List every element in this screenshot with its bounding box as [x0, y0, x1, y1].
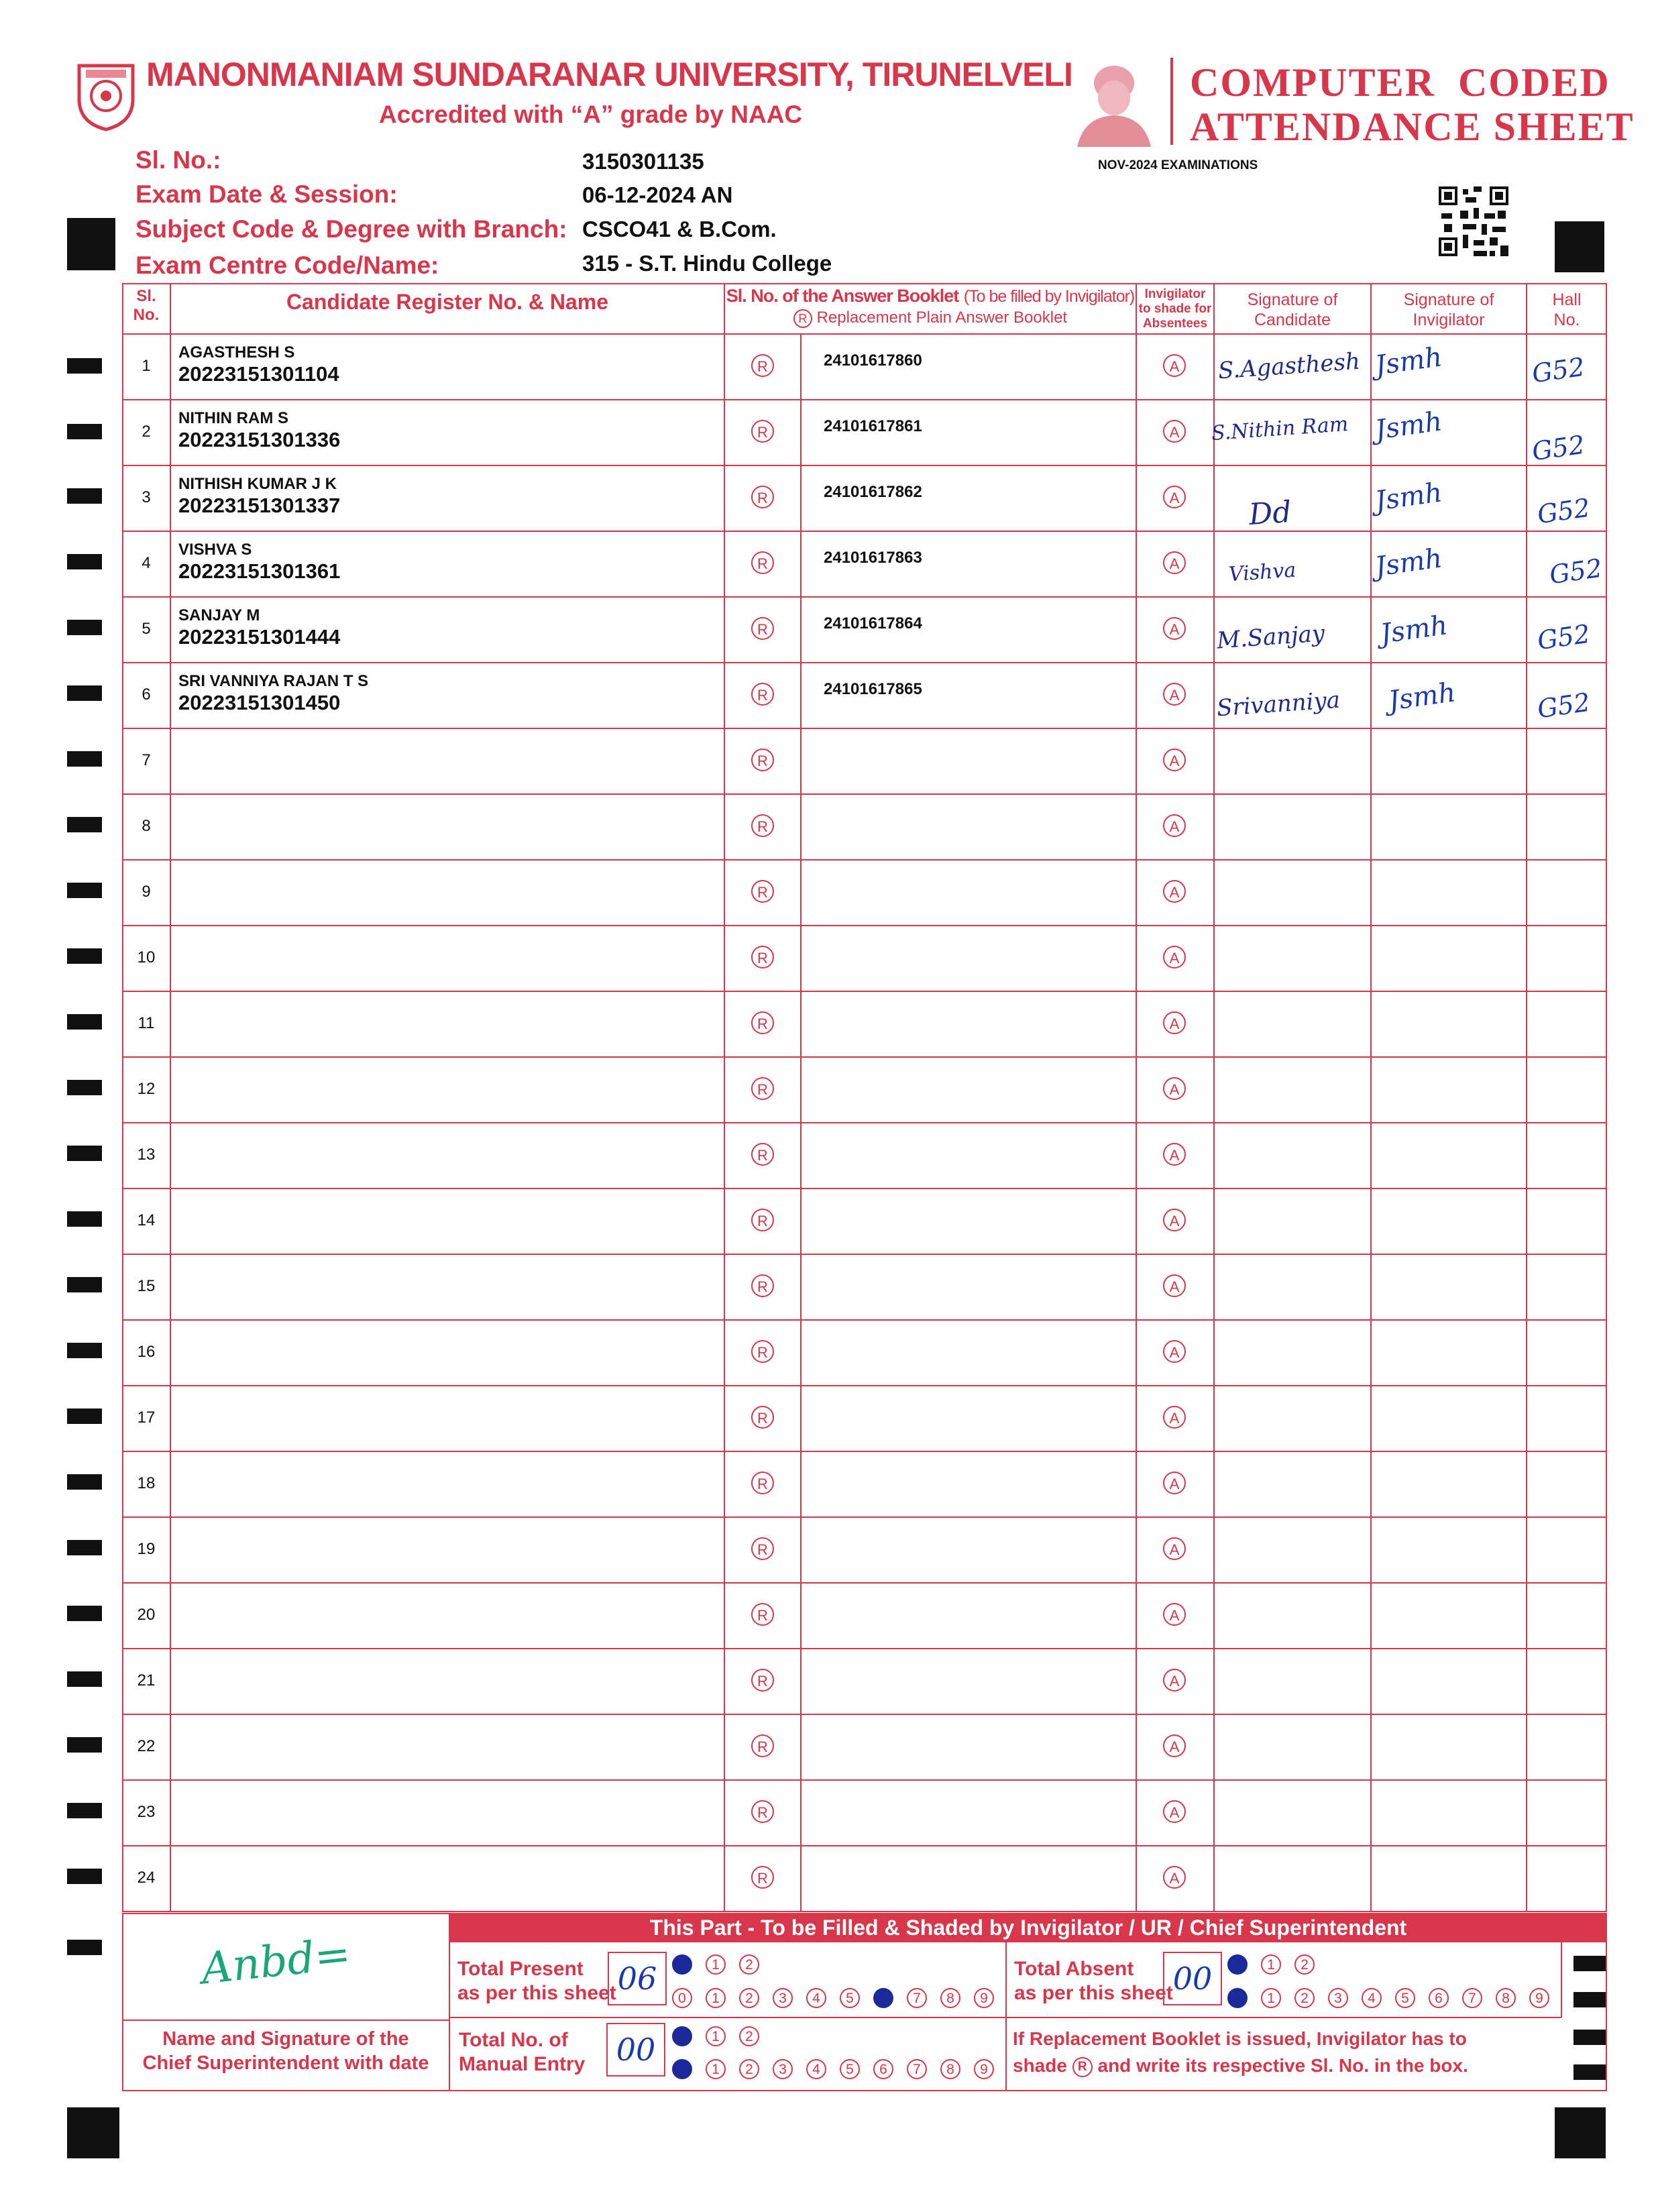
header-invigilator-shade: [1136, 287, 1214, 331]
replacement-bubble[interactable]: R: [751, 617, 774, 640]
absent-units-bubble[interactable]: 3: [1328, 1988, 1348, 2008]
replacement-note-shade: shade: [1013, 2055, 1067, 2076]
row-sl-no: 4: [142, 554, 151, 572]
absent-units-bubble[interactable]: 8: [1496, 1988, 1516, 2008]
row-sl-no: 7: [142, 751, 151, 769]
hall-number-handwritten: G52: [1530, 351, 1587, 389]
header-inv-line1: Invigilator: [1144, 287, 1206, 301]
replacement-note-line2: [1013, 2052, 1468, 2079]
footer-instruction-band: This Part - To be Filled & Shaded by Invigilator / UR / Chief Superintendent: [449, 1913, 1607, 1942]
header-candidate: Candidate Register No. & Name: [286, 290, 609, 314]
absentee-bubble[interactable]: A: [1163, 1274, 1186, 1297]
exam-date-label: Exam Date & Session:: [135, 180, 398, 208]
sheet-title-line2: ATTENDANCE SHEET: [1190, 105, 1635, 149]
timing-mark: [67, 1277, 102, 1292]
header-sig-inv-line1: Signature of: [1403, 290, 1494, 309]
invigilator-signature: Jsmh: [1373, 341, 1444, 382]
absentee-bubble[interactable]: A: [1163, 1603, 1186, 1626]
timing-mark: [67, 1014, 102, 1030]
invigilator-signature: Jsmh: [1386, 677, 1457, 717]
absentee-bubble[interactable]: A: [1163, 1077, 1186, 1100]
timing-mark: [67, 620, 102, 635]
sheet-title: [1190, 60, 1635, 149]
absentee-bubble[interactable]: A: [1163, 1669, 1186, 1692]
row-sl-no: 5: [142, 620, 151, 638]
absentee-bubble[interactable]: A: [1163, 1406, 1186, 1429]
candidate-name: VISHVA S: [178, 541, 252, 559]
row-sl-no: 3: [142, 488, 151, 506]
absent-units-bubble[interactable]: 6: [1429, 1988, 1449, 2008]
absentee-bubble[interactable]: A: [1163, 1472, 1186, 1494]
absent-units-bubble[interactable]: 9: [1529, 1988, 1549, 2008]
absent-units-bubble[interactable]: 5: [1395, 1988, 1415, 2008]
timing-mark: [67, 1737, 102, 1753]
row-sl-no: 18: [137, 1474, 156, 1492]
row-sl-no: 6: [142, 685, 151, 704]
manual-line1: Total No. of: [459, 2029, 568, 2051]
row-sl-no: 14: [137, 1211, 156, 1229]
row-sl-no: 22: [137, 1737, 156, 1755]
exam-centre-label: Exam Centre Code/Name:: [135, 252, 439, 279]
hall-number-handwritten: G52: [1535, 618, 1592, 656]
header-hall-line1: Hall: [1552, 290, 1582, 309]
header-booklet-main: Sl. No. of the Answer Booklet: [726, 286, 959, 306]
registration-mark: [1555, 2107, 1606, 2158]
chief-superintendent-label: [123, 2027, 448, 2075]
timing-mark: [67, 1474, 102, 1490]
manual-tens-bubble[interactable]: 1: [706, 2026, 726, 2046]
total-present-box[interactable]: 06: [608, 1952, 667, 2005]
present-units-bubble[interactable]: 0: [672, 1988, 692, 2008]
answer-booklet-no: 24101617860: [824, 351, 922, 370]
absentee-bubble[interactable]: A: [1163, 814, 1186, 837]
row-sl-no: 17: [137, 1408, 156, 1427]
absentee-bubble[interactable]: A: [1163, 749, 1186, 771]
absentee-bubble[interactable]: A: [1163, 1866, 1186, 1889]
replacement-bubble[interactable]: R: [751, 1866, 774, 1889]
total-absent-line2: as per this sheet: [1014, 1982, 1173, 2004]
absentee-bubble[interactable]: A: [1163, 354, 1186, 377]
candidate-name: AGASTHESH S: [178, 343, 295, 362]
row-sl-no: 8: [142, 817, 151, 835]
timing-mark: [67, 1671, 102, 1687]
manual-units-bubble[interactable]: 8: [940, 2059, 960, 2079]
present-units-bubble[interactable]: 4: [806, 1988, 826, 2008]
replacement-bubble[interactable]: R: [751, 1274, 774, 1297]
replacement-bubble[interactable]: R: [751, 1734, 774, 1757]
invigilator-signature: Jsmh: [1373, 406, 1444, 446]
replacement-bubble[interactable]: R: [751, 1669, 774, 1692]
present-tens-bubble[interactable]: 1: [706, 1954, 726, 1975]
replacement-bubble[interactable]: R: [751, 551, 774, 574]
timing-mark: [67, 1540, 102, 1555]
header-sl-line2: No.: [133, 306, 160, 324]
candidate-signature: Vishva: [1227, 558, 1297, 587]
absent-tens-bubble[interactable]: 2: [1294, 1954, 1315, 1975]
sheet-title-line1: COMPUTER CODED: [1190, 60, 1610, 105]
row-sl-no: 9: [142, 883, 151, 901]
absent-units-bubble[interactable]: 7: [1462, 1988, 1482, 2008]
replacement-note-rest: and write its respective Sl. No. in the box.: [1097, 2055, 1468, 2076]
manual-line2: Manual Entry: [459, 2053, 586, 2075]
present-units-bubble[interactable]: 2: [739, 1988, 759, 2008]
manual-units-bubble[interactable]: 7: [907, 2059, 927, 2079]
timing-mark: [67, 1080, 102, 1095]
answer-booklet-no: 24101617864: [824, 614, 922, 632]
present-units-bubble[interactable]: 7: [907, 1988, 927, 2008]
total-absent-label: [1014, 1957, 1173, 2005]
row-sl-no: 11: [137, 1014, 155, 1032]
replacement-bubble[interactable]: R: [751, 683, 774, 706]
header-sl-no: [122, 287, 170, 325]
university-name: MANONMANIAM SUNDARANAR UNIVERSITY, TIRUNELVELI: [146, 56, 1072, 93]
row-sl-no: 2: [142, 423, 151, 441]
absentee-bubble[interactable]: A: [1163, 880, 1186, 903]
row-sl-no: 10: [137, 948, 156, 966]
absentee-bubble[interactable]: A: [1163, 617, 1186, 640]
header-sig-cand-line2: Candidate: [1254, 311, 1331, 329]
manual-entry-label: [459, 2028, 585, 2077]
row-sl-no: 20: [137, 1606, 156, 1624]
absentee-bubble[interactable]: A: [1163, 683, 1186, 706]
replacement-note: [1013, 2026, 1468, 2079]
invigilator-signature: Jsmh: [1373, 543, 1444, 583]
exam-tag: NOV-2024 EXAMINATIONS: [1098, 158, 1258, 172]
timing-mark: [67, 1803, 102, 1818]
exam-date-value: 06-12-2024 AN: [582, 182, 733, 207]
timing-mark: [67, 1211, 102, 1227]
cs-label-line1: Name and Signature of the: [162, 2028, 409, 2050]
replacement-bubble[interactable]: R: [751, 1209, 774, 1231]
replacement-bubble[interactable]: R: [751, 1472, 774, 1494]
timing-mark: [67, 817, 102, 832]
row-sl-no: 24: [137, 1869, 156, 1887]
replacement-bubble[interactable]: R: [751, 420, 774, 443]
row-sl-no: 1: [142, 357, 151, 375]
timing-mark: [67, 1343, 102, 1358]
absent-units-bubble[interactable]: 2: [1294, 1988, 1315, 2008]
header-inv-line2: to shade for: [1138, 302, 1212, 316]
present-units-bubble[interactable]: 9: [974, 1988, 994, 2008]
absentee-bubble[interactable]: A: [1163, 1209, 1186, 1231]
manual-units-bubble[interactable]: 4: [806, 2059, 826, 2079]
sl-no-label: Sl. No.:: [135, 146, 221, 174]
present-units-bubble[interactable]: 3: [773, 1988, 793, 2008]
present-units-bubble[interactable]: 8: [940, 1988, 960, 2008]
replacement-bubble[interactable]: R: [751, 1340, 774, 1363]
header-sl-line1: Sl.: [136, 287, 156, 305]
absent-units-bubble[interactable]: 4: [1362, 1988, 1382, 2008]
answer-booklet-no: 24101617861: [824, 417, 922, 435]
timing-mark: [67, 685, 102, 701]
present-units-bubble[interactable]: 6: [873, 1988, 893, 2008]
header-booklet-sub-text: Replacement Plain Answer Booklet: [816, 309, 1068, 327]
qr-code: [1439, 186, 1508, 256]
timing-mark: [67, 948, 102, 964]
answer-booklet-no: 24101617862: [824, 483, 922, 501]
replacement-note-line1: If Replacement Booklet is issued, Invigilator has to: [1013, 2028, 1467, 2049]
manual-units-bubble[interactable]: 5: [840, 2059, 860, 2079]
timing-mark: [67, 1408, 102, 1424]
candidate-name: SRI VANNIYA RAJAN T S: [178, 672, 369, 690]
total-absent-box[interactable]: 00: [1163, 1952, 1222, 2005]
manual-units-bubble[interactable]: 0: [672, 2059, 692, 2079]
header-candidate-signature: [1214, 290, 1371, 330]
replacement-bubble[interactable]: R: [751, 946, 774, 969]
absentee-bubble[interactable]: A: [1163, 1537, 1186, 1560]
hall-number-handwritten: G52: [1530, 429, 1587, 467]
r-bubble-icon: R: [793, 309, 812, 328]
candidate-name: NITHIN RAM S: [178, 409, 288, 427]
timing-mark: [67, 554, 102, 569]
manual-entry-box[interactable]: 00: [606, 2023, 665, 2077]
sl-no-value: 3150301135: [582, 149, 704, 174]
replacement-bubble[interactable]: R: [751, 354, 774, 377]
candidate-register-no: 20223151301444: [178, 625, 341, 649]
hall-number-handwritten: G52: [1535, 492, 1592, 530]
cs-label-line2: Chief Superintendent with date: [142, 2052, 429, 2074]
present-tens-bubble[interactable]: 2: [739, 1954, 759, 1975]
hall-number-handwritten: G52: [1547, 553, 1604, 590]
candidate-signature: S.Agasthesh: [1217, 347, 1362, 385]
present-units-bubble[interactable]: 1: [706, 1988, 726, 2008]
candidate-register-no: 20223151301104: [178, 362, 339, 386]
absent-tens-bubble[interactable]: 0: [1227, 1954, 1248, 1975]
subject-code-label: Subject Code & Degree with Branch:: [135, 215, 567, 243]
absentee-bubble[interactable]: A: [1163, 420, 1186, 443]
replacement-bubble[interactable]: R: [751, 486, 774, 508]
candidate-register-no: 20223151301336: [178, 428, 341, 451]
header-hall-no: [1527, 290, 1607, 330]
candidate-register-no: 20223151301361: [178, 559, 341, 583]
total-absent-line1: Total Absent: [1014, 1958, 1134, 1980]
replacement-bubble[interactable]: R: [751, 1537, 774, 1560]
timing-mark: [67, 424, 102, 439]
row-sl-no: 21: [137, 1671, 156, 1690]
total-present-line1: Total Present: [457, 1958, 584, 1980]
registration-mark: [1555, 221, 1604, 272]
replacement-bubble[interactable]: R: [751, 1406, 774, 1429]
header-invigilator-signature: [1371, 290, 1527, 330]
candidate-signature: M.Sanjay: [1215, 620, 1326, 655]
replacement-bubble[interactable]: R: [751, 1800, 774, 1823]
header-booklet: [724, 286, 1136, 307]
row-sl-no: 12: [137, 1080, 156, 1098]
chief-superintendent-signature: Anbd=: [199, 1929, 353, 1995]
candidate-signature: S.Nithin Ram: [1211, 412, 1349, 446]
candidate-name: NITHISH KUMAR J K: [178, 475, 337, 493]
manual-units-bubble[interactable]: 1: [706, 2059, 726, 2079]
invigilator-signature: Jsmh: [1378, 610, 1449, 650]
timing-mark: [67, 1606, 102, 1621]
replacement-bubble[interactable]: R: [751, 814, 774, 837]
candidate-register-no: 20223151301337: [178, 494, 341, 517]
registration-mark: [67, 218, 115, 270]
header-sig-inv-line2: Invigilator: [1413, 311, 1485, 329]
absentee-bubble[interactable]: A: [1163, 1143, 1186, 1166]
answer-booklet-no: 24101617863: [824, 549, 922, 567]
header-inv-line3: Absentees: [1142, 317, 1208, 331]
row-sl-no: 16: [137, 1343, 156, 1361]
absentee-bubble[interactable]: A: [1163, 946, 1186, 969]
exam-centre-value: 315 - S.T. Hindu College: [582, 251, 832, 276]
absentee-bubble[interactable]: A: [1163, 1800, 1186, 1823]
present-tens-bubble[interactable]: 0: [672, 1954, 692, 1975]
candidate-signature: Srivanniya: [1215, 686, 1341, 722]
row-sl-no: 13: [137, 1146, 156, 1164]
absentee-bubble[interactable]: A: [1163, 1011, 1186, 1034]
present-units-bubble[interactable]: 5: [840, 1988, 860, 2008]
absent-tens-bubble[interactable]: 1: [1261, 1954, 1281, 1975]
university-logo: [72, 59, 140, 133]
invigilator-signature: Jsmh: [1373, 477, 1444, 517]
manual-units-bubble[interactable]: 2: [739, 2059, 759, 2079]
registration-mark: [67, 2107, 119, 2158]
timing-mark: [67, 751, 102, 767]
absent-units-bubble[interactable]: 0: [1227, 1988, 1248, 2008]
subject-code-value: CSCO41 & B.Com.: [582, 217, 777, 241]
row-sl-no: 19: [137, 1540, 156, 1558]
absentee-bubble[interactable]: A: [1163, 486, 1186, 508]
accreditation-text: Accredited with “A” grade by NAAC: [379, 101, 803, 128]
timing-mark: [67, 1869, 102, 1884]
timing-mark: [67, 1940, 102, 1955]
hall-number-handwritten: G52: [1535, 687, 1592, 724]
replacement-bubble[interactable]: R: [751, 1143, 774, 1166]
timing-mark: [67, 488, 102, 504]
candidate-signature: Dd: [1248, 494, 1293, 533]
founder-portrait: [1070, 56, 1158, 147]
attendance-table-grid: [122, 283, 1607, 1913]
candidate-register-no: 20223151301450: [178, 691, 341, 714]
header-sig-cand-line1: Signature of: [1247, 290, 1338, 309]
row-sl-no: 15: [137, 1277, 156, 1295]
timing-mark: [67, 1146, 102, 1161]
absentee-bubble[interactable]: A: [1163, 1340, 1186, 1363]
absentee-bubble[interactable]: A: [1163, 1734, 1186, 1757]
total-present-label: [457, 1957, 616, 2005]
manual-tens-bubble[interactable]: 2: [739, 2026, 759, 2046]
r-bubble-icon: R: [1072, 2057, 1093, 2077]
manual-units-bubble[interactable]: 9: [974, 2059, 994, 2079]
manual-units-bubble[interactable]: 6: [873, 2059, 893, 2079]
replacement-bubble[interactable]: R: [751, 880, 774, 903]
replacement-bubble[interactable]: R: [751, 1011, 774, 1034]
row-sl-no: 23: [137, 1803, 156, 1821]
answer-booklet-no: 24101617865: [824, 680, 922, 698]
header-booklet-sub: [724, 309, 1136, 328]
header-booklet-note: (To be filled by Invigilator): [963, 287, 1135, 306]
header-hall-line2: No.: [1553, 311, 1580, 329]
absentee-bubble[interactable]: A: [1163, 551, 1186, 574]
candidate-name: SANJAY M: [178, 606, 260, 624]
replacement-bubble[interactable]: R: [751, 1077, 774, 1100]
replacement-bubble[interactable]: R: [751, 749, 774, 771]
title-divider: [1170, 58, 1173, 145]
manual-units-bubble[interactable]: 3: [773, 2059, 793, 2079]
manual-tens-bubble[interactable]: 0: [672, 2026, 692, 2046]
timing-mark: [67, 358, 102, 374]
timing-mark: [67, 883, 102, 898]
total-present-line2: as per this sheet: [457, 1982, 616, 2004]
absent-units-bubble[interactable]: 1: [1261, 1988, 1281, 2008]
replacement-bubble[interactable]: R: [751, 1603, 774, 1626]
